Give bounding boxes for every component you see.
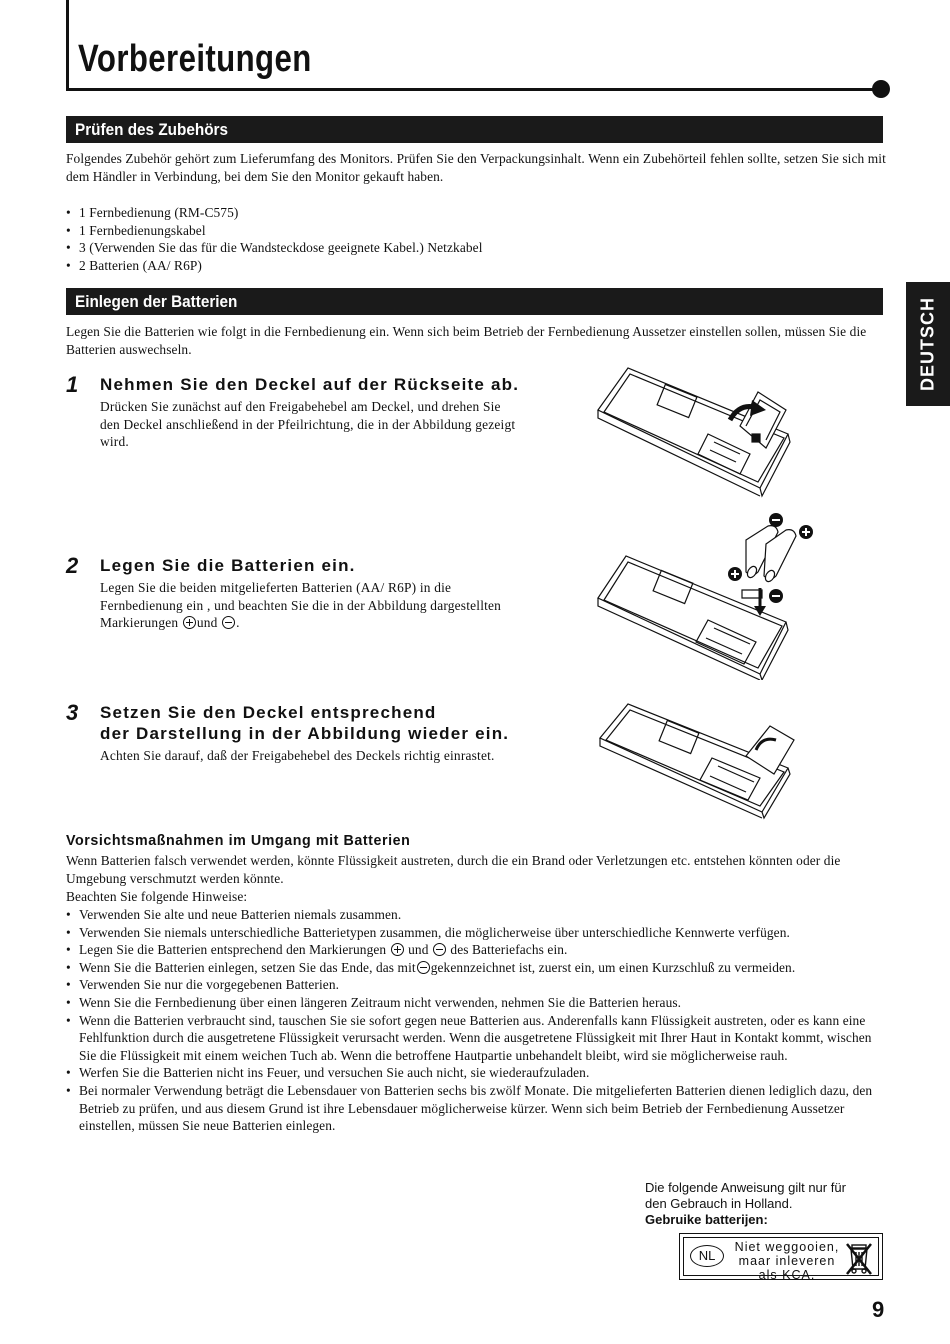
kca-label-box (679, 1233, 883, 1280)
precautions-intro-2: Beachten Sie folgende Hinweise: (66, 889, 248, 904)
precautions-list (66, 906, 886, 1135)
zubehoer-intro: Folgendes Zubehör gehört zum Lieferumfang des Monitors. Prüfen Sie den Verpackungsinhalt. Wenn ein Zubehörteil fehlen sollte, setzen Sie sich mit dem Händler in Verbindung, bei dem Sie den Monitor gekauft haben. (66, 151, 886, 184)
list-item (66, 941, 886, 959)
nl-note-heading: Gebruike batterijen: (645, 1212, 768, 1227)
section-header-zubehoer (66, 116, 883, 143)
step-heading-line2: der Darstellung in der Abbildung wieder ein. (100, 724, 510, 743)
remote-cover-removal-figure (590, 362, 800, 502)
step-description: Achten Sie darauf, daß der Freigabehebel des Deckels richtig einrastet. (100, 748, 495, 763)
list-item: • Wenn die Batterien verbraucht sind, tauschen Sie sie sofort gegen neue Batterien aus. Anderenfalls kann Flüssigkeit austreten, oder es kann eine Fehlfunktion durch die ausgetretene Flüssigkeit verursacht werden. Wenn die ausgetretene Flüssigkeit mit Ihrer Haut in Kontakt kommt, wischen Sie die Flüssigkeit mit einem weichen Tuch ab. Wenn die betroffene Hautpartie unbehandelt bleibt, wird sie möglicherweise rauh. (66, 1012, 886, 1065)
list-item-part: Legen Sie die Batterien entsprechend den Markierungen (79, 942, 387, 958)
step-number: 2 (66, 553, 79, 578)
precautions-title: Vorsichtsmaßnahmen im Umgang mit Batterien (66, 832, 411, 849)
step-heading: Nehmen Sie den Deckel auf der Rückseite ab. (100, 375, 520, 394)
step-3 (66, 700, 586, 770)
nl-note-line: Die folgende Anweisung gilt nur für (645, 1180, 846, 1195)
nl-badge: NL (690, 1245, 724, 1267)
kca-label-inner (683, 1237, 879, 1282)
precautions-intro: Wenn Batterien falsch verwendet werden, könnte Flüssigkeit austreten, durch die ein Brand oder Verletzungen etc. entstehen könnten oder die Umgebung verschmutzt werden könnte. (66, 853, 841, 886)
list-item: • Verwenden Sie nur die vorgegebenen Batterien. (66, 976, 886, 994)
step-desc-part: und (196, 615, 218, 631)
step-2 (66, 553, 586, 633)
step-description: Drücken Sie zunächst auf den Freigabehebel am Deckel, und drehen Sie den Deckel anschließend in der Pfeilrichtung, die in der Abbildung gezeigt wird. (100, 399, 516, 450)
list-item (66, 959, 886, 977)
remote-battery-insert-figure (590, 510, 820, 680)
minus-symbol-icon (417, 961, 430, 974)
minus-symbol-icon (433, 943, 446, 956)
list-item: • 1 Fernbedienung (RM-C575) (66, 204, 886, 222)
plus-symbol-icon (183, 616, 196, 629)
list-item-part: und (408, 942, 429, 958)
kca-label-line: maar inleveren (738, 1254, 836, 1268)
list-item: • 1 Fernbedienungskabel (66, 222, 886, 240)
step-desc-part: . (236, 615, 240, 631)
step-1 (66, 372, 586, 462)
list-item: • Verwenden Sie alte und neue Batterien niemals zusammen. (66, 906, 886, 924)
list-item: • Bei normaler Verwendung beträgt die Lebensdauer von Batterien sechs bis zwölf Monate. Die mitgelieferten Batterien dienen lediglich dazu, den Betrieb zu prüfen, und aus diesem Grund ist ihre Lebensdauer möglicherweise kürzer. Wenn sich beim Betrieb der Fernbedienung Aussetzer einstellen, müssen Sie neue Batterien einlegen. (66, 1082, 886, 1135)
step-heading: Setzen Sie den Deckel entsprechend (100, 703, 437, 722)
step-number: 1 (66, 372, 79, 397)
title-rule-dot (872, 80, 890, 98)
list-item: • Verwenden Sie niemals unterschiedliche Batterietypen zusammen, die möglicherweise über unterschiedliche Kennwerte verfügen. (66, 924, 886, 942)
list-item-part: Wenn Sie die Batterien einlegen, setzen Sie das Ende, das mit (79, 959, 416, 975)
page-number: 9 (872, 1297, 885, 1322)
language-tab-label: DEUTSCH (917, 296, 938, 392)
accessory-list (66, 204, 886, 274)
kca-label-line: Niet weggooien, (734, 1240, 840, 1254)
step-desc-part: Legen Sie die beiden mitgelieferten Batterien (AA/ R6P) in die Fernbedienung ein , und beachten Sie die in der Abbildung dargestellten Markierungen (100, 580, 502, 631)
list-item: • 3 (Verwenden Sie das für die Wandsteckdose geeignete Kabel.) Netzkabel (66, 239, 886, 257)
batterien-intro: Legen Sie die Batterien wie folgt in die Fernbedienung ein. Wenn sich beim Betrieb der Fernbedienung Aussetzer einstellen sollen, müssen Sie die Batterien auswechseln. (66, 324, 867, 357)
kca-label-text (732, 1240, 842, 1282)
kca-label-line: als KCA. (758, 1268, 816, 1282)
section-title: Prüfen des Zubehörs (75, 120, 229, 139)
minus-symbol-icon (222, 616, 235, 629)
list-item: • 2 Batterien (AA/ R6P) (66, 257, 886, 275)
step-description (100, 579, 520, 632)
crossed-bin-icon (844, 1241, 874, 1275)
language-tab (906, 282, 950, 406)
list-item: • Wenn Sie die Fernbedienung über einen längeren Zeitraum nicht verwenden, nehmen Sie die Batterien heraus. (66, 994, 886, 1012)
page-title: Vorbereitungen (78, 38, 312, 80)
section-title: Einlegen der Batterien (75, 292, 238, 311)
step-number: 3 (66, 700, 79, 725)
plus-symbol-icon (391, 943, 404, 956)
remote-cover-replace-figure (592, 700, 802, 820)
title-horizontal-rule (66, 88, 878, 91)
nl-note-line: den Gebrauch in Holland. (645, 1196, 793, 1211)
step-heading: Legen Sie die Batterien ein. (100, 556, 356, 575)
list-item-part: des Batteriefachs ein. (450, 942, 568, 958)
section-header-batterien (66, 288, 883, 315)
nl-note (645, 1180, 885, 1228)
list-item-part: gekennzeichnet ist, zuerst ein, um einen Kurzschluß zu vermeiden. (430, 959, 796, 975)
list-item: • Werfen Sie die Batterien nicht ins Feuer, und versuchen Sie auch nicht, sie wiederaufzuladen. (66, 1064, 886, 1082)
title-vertical-rule (66, 0, 69, 90)
